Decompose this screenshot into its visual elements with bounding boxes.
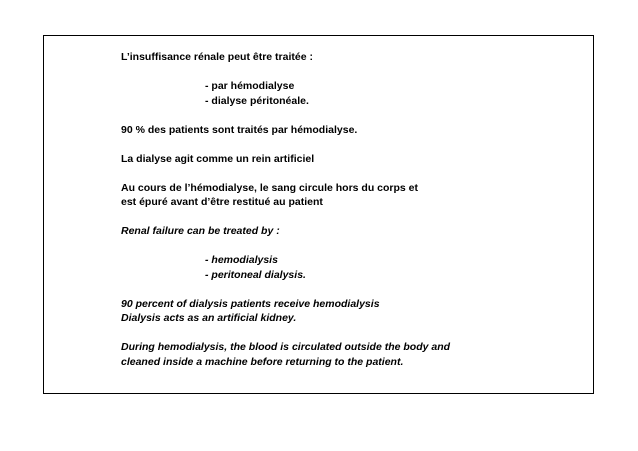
english-intro: Renal failure can be treated by : bbox=[121, 225, 280, 237]
english-option-hemodialysis: - hemodialysis bbox=[205, 254, 278, 266]
french-option-peritoneal: - dialyse péritonéale. bbox=[205, 94, 309, 107]
english-option-peritoneal: - peritoneal dialysis. bbox=[205, 268, 306, 281]
english-process-line-1: During hemodialysis, the blood is circulated outside the body and bbox=[121, 341, 451, 353]
french-artificial-kidney: La dialyse agit comme un rein artificiel bbox=[121, 152, 315, 165]
slide-frame bbox=[43, 35, 594, 394]
english-artificial-kidney: Dialysis acts as an artificial kidney. bbox=[121, 312, 297, 324]
slide-text bbox=[121, 50, 581, 369]
french-intro: L’insuffisance rénale peut être traitée : bbox=[121, 51, 313, 63]
french-process-line-2: est épuré avant d’être restitué au patient bbox=[121, 196, 323, 208]
french-statistic: 90 % des patients sont traités par hémodialyse. bbox=[121, 123, 358, 136]
english-statistic: 90 percent of dialysis patients receive hemodialysis bbox=[121, 297, 380, 310]
french-option-hemodialysis: - par hémodialyse bbox=[205, 80, 295, 92]
english-process-line-2: cleaned inside a machine before returning to the patient. bbox=[121, 355, 404, 368]
french-process-line-1: Au cours de l’hémodialyse, le sang circule hors du corps et bbox=[121, 181, 419, 194]
